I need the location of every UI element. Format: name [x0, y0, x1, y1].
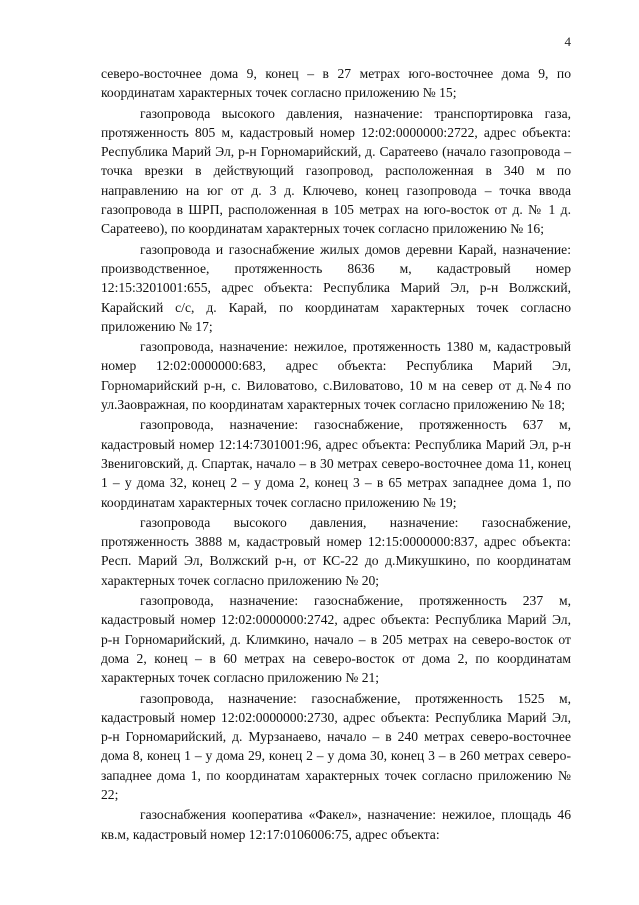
paragraph: северо-восточнее дома 9, конец – в 27 метрах юго-восточнее дома 9, по координатам характерных точек согласно приложению № 15; — [101, 66, 571, 101]
paragraph: газопровода, назначение: газоснабжение, протяженность 637 м, кадастровый номер 12:14:7301001:96, адрес объекта: Республика Марий Эл, р-н Звениговский, д. Спартак, начало – в 30 метрах северо-восточнее дома 11, конец 1 – у дома 32, конец 2 – у дома 2, конец 3 – в 65 метрах западнее дома 1, по координатам характерных точек согласно приложению № 19; — [101, 417, 571, 510]
document-body — [101, 64, 571, 845]
paragraph: газопровода, назначение: газоснабжение, протяженность 1525 м, кадастровый номер 12:02:0000000:2730, адрес объекта: Республика Марий Эл, р-н Горномарийский, д. Мурзанаево, начало – в 240 метрах северо-восточнее дома 8, конец 1 – у дома 29, конец 2 – у дома 30, конец 3 – в 260 метрах северо-западнее дома 1, по координатам характерных точек согласно приложению № 22; — [101, 690, 571, 802]
paragraph: газопровода высокого давления, назначение: транспортировка газа, протяженность 805 м, кадастровый номер 12:02:0000000:2722, адрес объекта: Республика Марий Эл, р-н Горномарийский, д. Саратеево (начало газопровода – точка врезки в действующий газопровод, расположенная в 340 м по направлению на юг от д. 3 д. Ключево, конец газопровода – точка ввода газопровода в ШРП, расположенная в 105 метрах на юго-восток от д. № 1 д. Саратеево), по координатам характерных точек согласно приложению № 16; — [101, 105, 571, 237]
paragraph: газопровода и газоснабжение жилых домов деревни Карай, назначение: производственное, протяженность 8636 м, кадастровый номер 12:15:3201001:655, адрес объекта: Республика Марий Эл, р-н Волжский, Карайский с/с, д. Карай, по координатам характерных точек согласно приложению № 17; — [101, 241, 571, 334]
paragraph: газопровода, назначение: газоснабжение, протяженность 237 м, кадастровый номер 12:02:0000000:2742, адрес объекта: Республика Марий Эл, р-н Горномарийский, д. Климкино, начало – в 205 метрах на северо-восток от дома 2, конец – в 60 метрах на северо-восток от дома 2, по координатам характерных точек согласно приложению № 21; — [101, 593, 571, 686]
page-number: 4 — [564, 34, 571, 49]
paragraph: газоснабжения кооператива «Факел», назначение: нежилое, площадь 46 кв.м, кадастровый номер 12:17:0106006:75, адрес объекта: — [101, 807, 571, 842]
paragraph: газопровода, назначение: нежилое, протяженность 1380 м, кадастровый номер 12:02:0000000:683, адрес объекта: Республика Марий Эл, Горномарийский р-н, с. Виловатово, с.Виловатово, 10 м на север от д.№4 по ул.Заовражная, по координатам характерных точек согласно приложению № 18; — [101, 339, 571, 413]
paragraph: газопровода высокого давления, назначение: газоснабжение, протяженность 3888 м, кадастровый номер 12:15:0000000:837, адрес объекта: Респ. Марий Эл, Волжский р-н, от КС-22 до д.Микушкино, по координатам характерных точек согласно приложению № 20; — [101, 514, 571, 588]
